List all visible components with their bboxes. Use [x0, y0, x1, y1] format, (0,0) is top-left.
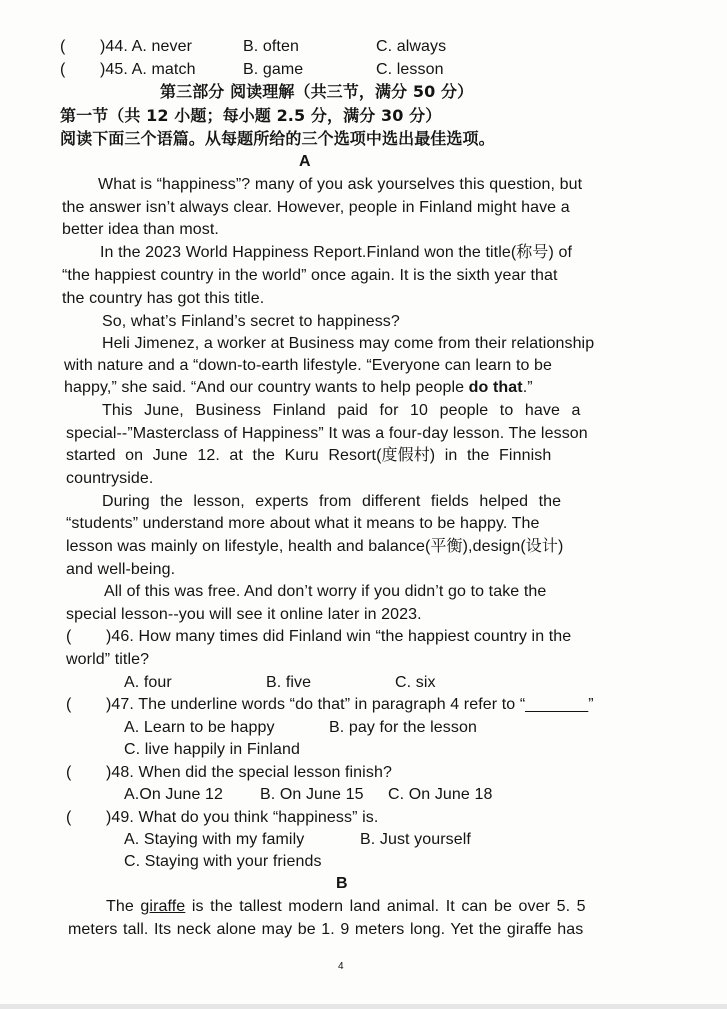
stem-text: )47. The underline words “do that” in paragraph 4 refer to “_______”: [106, 696, 594, 713]
question-46-option-c: C. six: [395, 674, 436, 691]
question-47-option-c: C. live happily in Finland: [124, 741, 301, 758]
option-a: )44. A. never: [100, 38, 193, 55]
answer-paren: (: [66, 628, 72, 645]
passage-a-line-3: better idea than most.: [62, 221, 219, 238]
passage-a-line-17: lesson was mainly on lifestyle, health and balance(平衡),design(设计): [66, 538, 564, 555]
question-45: [60, 60, 196, 80]
question-47-stem: [66, 695, 594, 715]
passage-a-line-14: countryside.: [66, 470, 154, 487]
question-49-option-b: B. Just yourself: [360, 831, 471, 848]
passage-a-line-6: the country has got this title.: [62, 290, 265, 307]
question-48-option-c: C. On June 18: [388, 786, 493, 803]
passage-a-line-13: started on June 12. at the Kuru Resort(度假村) in the Finnish: [66, 447, 552, 464]
passage-a-line-11: This June, Business Finland paid for 10 people to have a: [102, 402, 581, 419]
question-46-stem-cont: world” title?: [66, 651, 150, 668]
question-44-option-b: B. often: [243, 38, 299, 55]
stem-text: )46. How many times did Finland win “the happiest country in the: [106, 628, 572, 645]
answer-paren: (: [60, 38, 66, 55]
passage-b-heading: B: [336, 875, 348, 892]
passage-a-line-15: During the lesson, experts from different fields helped the: [102, 493, 562, 510]
question-47-option-b: B. pay for the lesson: [329, 719, 477, 736]
question-48-option-b: B. On June 15: [260, 786, 364, 803]
answer-paren: (: [60, 61, 66, 78]
text: The: [106, 898, 141, 915]
question-45-option-b: B. game: [243, 61, 304, 78]
part3-title: 第三部分 阅读理解（共三节，满分 50 分）: [160, 82, 474, 101]
question-49-option-c: C. Staying with your friends: [124, 853, 322, 870]
passage-a-line-5: “the happiest country in the world” once again. It is the sixth year that: [62, 267, 558, 284]
passage-b-line-1: [106, 897, 586, 917]
text-tail: .”: [522, 379, 533, 396]
text: is the tallest modern land animal. It can be over 5. 5: [185, 898, 586, 915]
passage-b-line-2: meters tall. Its neck alone may be 1. 9 meters long. Yet the giraffe has: [68, 921, 584, 938]
question-49-option-a: A. Staying with my family: [124, 831, 305, 848]
answer-paren: (: [66, 696, 72, 713]
text: happy,” she said. “And our country wants to help people: [64, 379, 465, 396]
question-47-option-a: A. Learn to be happy: [124, 719, 275, 736]
question-44-option-c: C. always: [376, 38, 447, 55]
answer-paren: (: [66, 809, 72, 826]
stem-text: )49. What do you think “happiness” is.: [106, 809, 379, 826]
passage-a-line-18: and well-being.: [66, 561, 176, 578]
bold-phrase: do that: [468, 379, 523, 396]
passage-a-line-19: All of this was free. And don’t worry if you didn’t go to take the: [104, 583, 547, 600]
question-46-option-a: A. four: [124, 674, 172, 691]
passage-a-heading: A: [299, 153, 311, 170]
passage-a-line-1: What is “happiness”? many of you ask yourselves this question, but: [98, 176, 583, 193]
question-45-option-c: C. lesson: [376, 61, 444, 78]
underlined-word: giraffe: [140, 898, 186, 915]
question-49-stem: [66, 808, 378, 828]
question-46-option-b: B. five: [266, 674, 312, 691]
passage-a-line-7: So, what’s Finland’s secret to happiness?: [102, 313, 400, 330]
bottom-edge: [0, 1004, 727, 1009]
passage-a-line-2: the answer isn’t always clear. However, people in Finland might have a: [62, 199, 570, 216]
passage-a-line-20: special lesson--you will see it online later in 2023.: [66, 606, 422, 623]
option-a: )45. A. match: [100, 61, 196, 78]
passage-a-line-12: special--”Masterclass of Happiness” It was a four-day lesson. The lesson: [66, 425, 588, 442]
section1-title: 第一节（共 12 小题；每小题 2.5 分，满分 30 分）: [60, 106, 442, 125]
passage-a-line-8: Heli Jimenez, a worker at Business may come from their relationship: [102, 335, 595, 352]
question-46-stem: [66, 627, 571, 647]
passage-a-line-16: “students” understand more about what it means to be happy. The: [66, 515, 540, 532]
answer-paren: (: [66, 764, 72, 781]
question-48-option-a: A.On June 12: [124, 786, 224, 803]
question-44: [60, 37, 192, 57]
passage-a-line-4: In the 2023 World Happiness Report.Finland won the title(称号) of: [100, 244, 573, 261]
instruction: 阅读下面三个语篇。从每题所给的三个选项中选出最佳选项。: [60, 129, 495, 148]
stem-text: )48. When did the special lesson finish?: [106, 764, 392, 781]
passage-a-line-9: with nature and a “down-to-earth lifestyle. “Everyone can learn to be: [64, 357, 553, 374]
question-48-stem: [66, 763, 392, 783]
passage-a-line-10: [64, 378, 533, 398]
page-number: 4: [338, 961, 344, 972]
